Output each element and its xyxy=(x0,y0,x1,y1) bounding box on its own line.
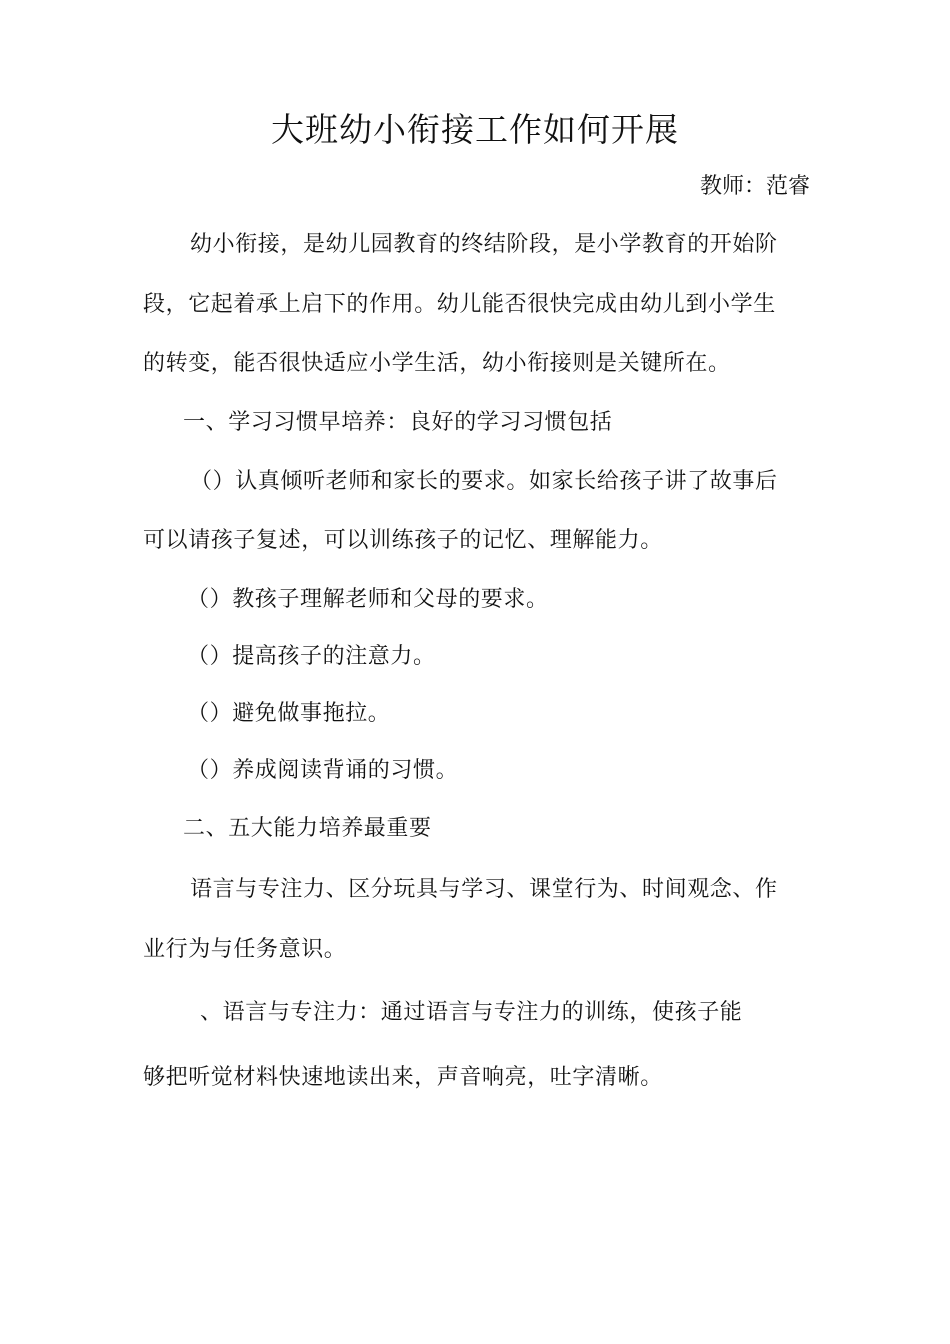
paragraph-line: 够把听觉材料快速地读出来，声音响亮，吐字清晰。 xyxy=(143,1065,663,1090)
paragraph-line: 段，它起着承上启下的作用。幼儿能否很快完成由幼儿到小学生 xyxy=(143,292,776,317)
paragraph-line: 业行为与任务意识。 xyxy=(143,937,347,962)
section-heading: 二、五大能力培养最重要 xyxy=(183,816,432,841)
section-heading: 一、学习习惯早培养：良好的学习习惯包括 xyxy=(183,410,613,435)
list-item-line: （）养成阅读背诵的习惯。 xyxy=(187,758,459,783)
paragraph-line: 幼小衔接，是幼儿园教育的终结阶段，是小学教育的开始阶 xyxy=(190,232,778,257)
list-item-line: （）避免做事拖拉。 xyxy=(187,701,391,726)
list-item-line: 可以请孩子复述，可以训练孩子的记忆、理解能力。 xyxy=(143,528,663,553)
paragraph-line: 语言与专注力、区分玩具与学习、课堂行为、时间观念、作 xyxy=(190,877,778,902)
list-item-line: （）提高孩子的注意力。 xyxy=(187,644,436,669)
list-item-line: （）教孩子理解老师和父母的要求。 xyxy=(187,587,549,612)
document-title: 大班幼小衔接工作如何开展 xyxy=(271,110,679,149)
list-item-line: （）认真倾听老师和家长的要求。如家长给孩子讲了故事后 xyxy=(190,469,778,494)
paragraph-line: 的转变，能否很快适应小学生活，幼小衔接则是关键所在。 xyxy=(143,351,731,376)
author-line: 教师：范睿 xyxy=(699,174,810,199)
paragraph-line: 、语言与专注力：通过语言与专注力的训练，使孩子能 xyxy=(200,1000,743,1025)
